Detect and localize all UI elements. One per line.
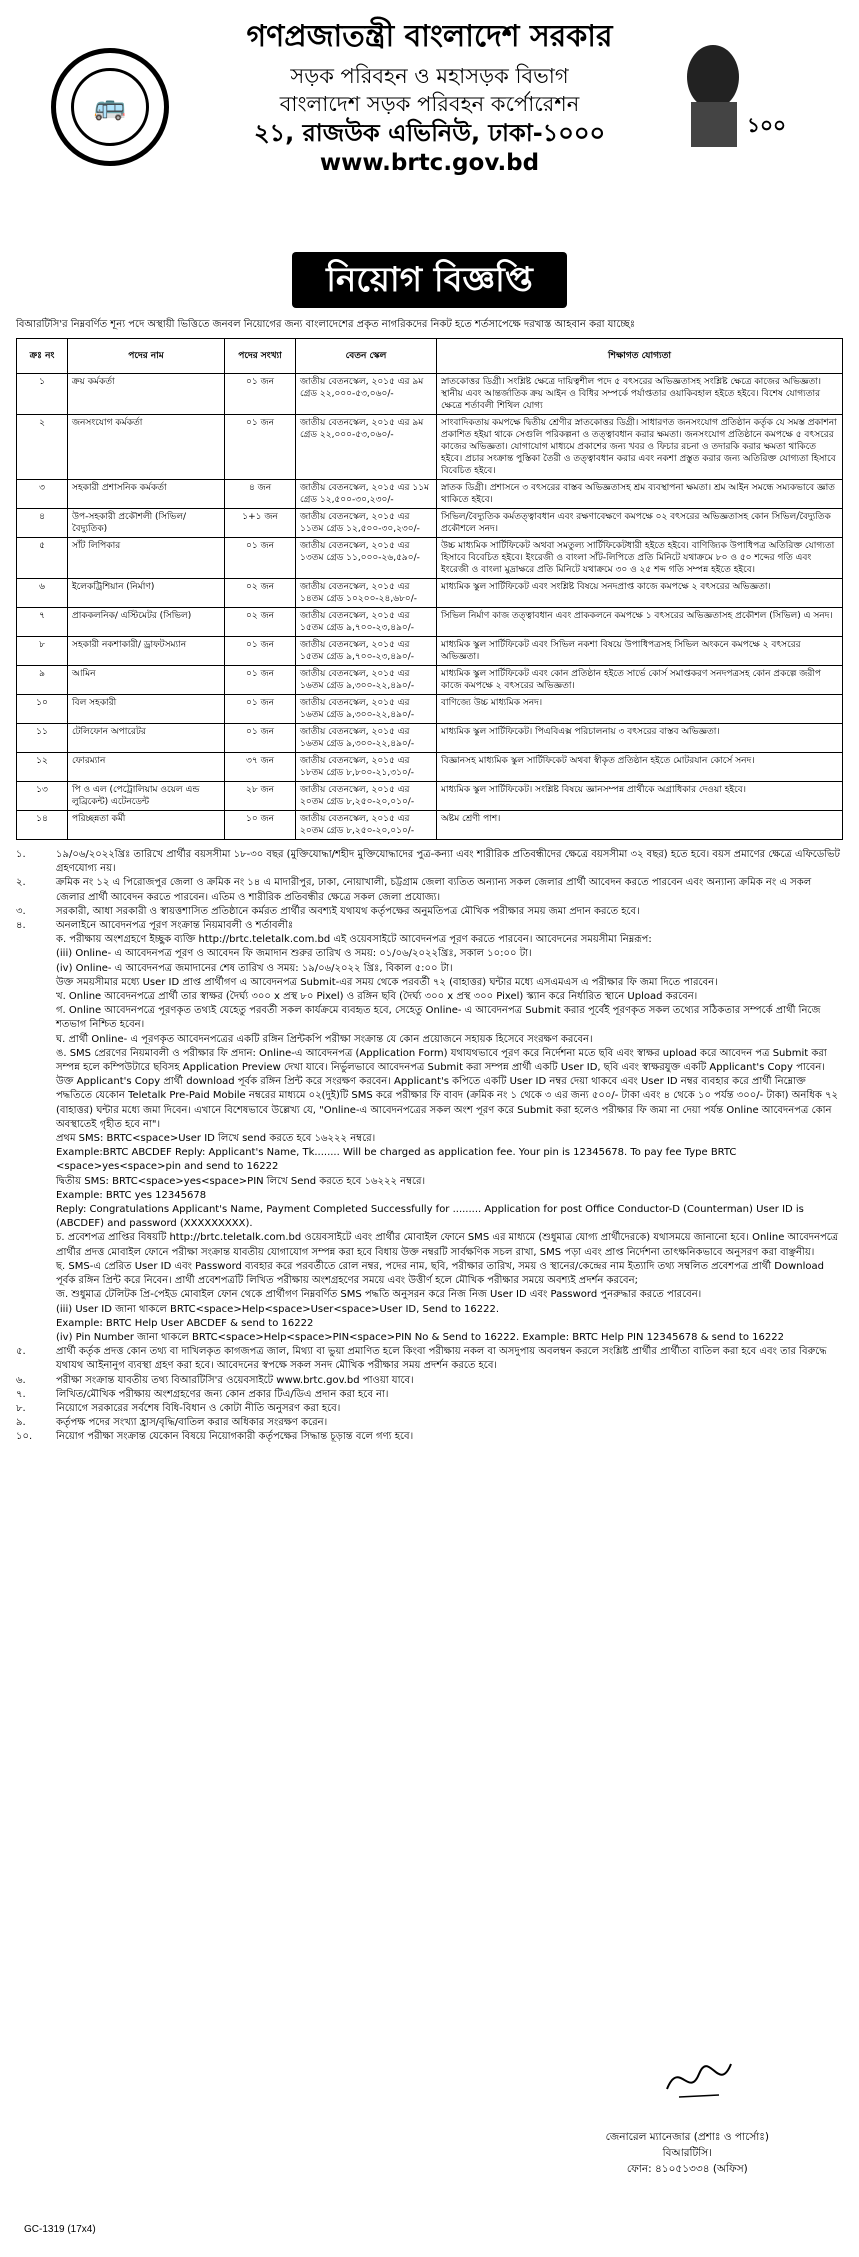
note-number: ৯. — [16, 1417, 26, 1429]
online-instruction: ক. পরীক্ষায় অংশগ্রহণে ইচ্ছুক ব্যক্তি http://brtc.teletalk.com.bd এই ওয়েবসাইটে আবেদনপত্র পূরণ করতে পারবেন। আবেদনের সময়সীমা নিম্নরূপ: — [56, 934, 652, 946]
note-item — [16, 1345, 843, 1373]
online-instruction: (iii) User ID জানা থাকলে BRTC<space>Help<space>User<space>User ID, Send to 16222. — [56, 1303, 500, 1315]
online-instruction: চ. প্রবেশপত্র প্রাপ্তির বিষয়টি http://brtc.teletalk.com.bd ওয়েবসাইটে এবং প্রার্থীর মোবাইল ফোনে SMS এর মাধ্যমে (শুধুমাত্র যোগ্য প্রার্থীদেরকে) যথাসময়ে জানানো হবে। Online আবেদনপত্রে প্রার্থীর প্রদত্ত মোবাইল ফোনে পরীক্ষা সংক্রান্ত যাবতীয় যোগাযোগ সম্পন্ন করা হবে বিধায় উক্ত নম্বরটি সার্বক্ষণিক সচল রাখা, SMS পড়া এবং প্রাপ্ত নির্দেশনা তাৎক্ষনিকভাবে অনুসরণ করা বাঞ্ছনীয়। — [56, 1232, 839, 1258]
table-row — [17, 782, 843, 811]
government-title: গণপ্রজাতন্ত্রী বাংলাদেশ সরকার — [246, 19, 613, 54]
table-cell: জাতীয় বেতনস্কেল, ২০১৫ এর ৯ম গ্রেড ২২,০০০-৫৩,০৬০/- — [296, 374, 437, 415]
table-cell: জনসংযোগ কর্মকর্তা — [68, 415, 225, 480]
table-cell: ৮ — [17, 637, 68, 666]
note-number: ৬. — [16, 1374, 26, 1386]
table-header: ক্রঃ নং — [17, 339, 68, 374]
address: ২১, রাজউক এভিনিউ, ঢাকা-১০০০ — [253, 119, 606, 147]
note-text: পরীক্ষা সংক্রান্ত যাবতীয় তথ্য বিআরটিসি'র ওয়েবসাইটে www.brtc.gov.bd পাওয়া যাবে। — [56, 1374, 414, 1386]
table-cell: ৯ — [17, 666, 68, 695]
table-header: বেতন স্কেল — [296, 339, 437, 374]
table-cell: জাতীয় বেতনস্কেল, ২০১৫ এর ১৬তম গ্রেড ৯,৩০০-২২,৪৯০/- — [296, 695, 437, 724]
table-cell: ৭ — [17, 608, 68, 637]
online-instruction: দ্বিতীয় SMS: BRTC<space>yes<space>PIN লিখে Send করতে হবে ১৬২২২ নম্বরে। — [56, 1175, 426, 1187]
table-header: পদের সংখ্যা — [225, 339, 296, 374]
table-cell: ১৩ — [17, 782, 68, 811]
bus-emblem-icon: 🚌 — [93, 92, 127, 122]
table-cell: বাণিজ্যে উচ্চ মাধ্যমিক সনদ। — [437, 695, 843, 724]
note-number: ৮. — [16, 1402, 26, 1414]
table-cell: ১ — [17, 374, 68, 415]
table-row — [17, 753, 843, 782]
brtc-logo — [51, 48, 169, 166]
table-row — [17, 415, 843, 480]
table-header: শিক্ষাগত যোগ্যতা — [437, 339, 843, 374]
note-item — [16, 1388, 843, 1402]
note-number: ২. — [16, 877, 26, 889]
note-item — [16, 1416, 843, 1430]
table-cell: মাধ্যমিক স্কুল সার্টিফিকেট এবং কোন প্রতিষ্ঠান হইতে সার্ভে কোর্স সমাপ্তকরণ সনদপত্রসহ কোন প্রকল্পে জরীপ কাজে কমপক্ষে ২ বৎসরের অভিজ্ঞতা। — [437, 666, 843, 695]
table-cell: সাঁট লিপিকার — [68, 538, 225, 579]
table-cell: ১০ — [17, 695, 68, 724]
table-cell: জাতীয় বেতনস্কেল, ২০১৫ এর ১৪তম গ্রেড ১০২০০-২৪,৬৮০/- — [296, 579, 437, 608]
table-row — [17, 579, 843, 608]
table-cell: টেলিফোন অপারেটর — [68, 724, 225, 753]
table-cell: ফোরম্যান — [68, 753, 225, 782]
online-instruction: (iii) Online- এ আবেদনপত্র পূরণ ও আবেদন ফি জমাদান শুরুর তারিখ ও সময়: ০১/০৬/২০২২খ্রিঃ, সকাল ১০:০০ টা। — [56, 948, 532, 960]
table-cell: সাংবাদিকতায় কমপক্ষে দ্বিতীয় শ্রেণীর স্নাতকোত্তর ডিগ্রী। সাধারণত জনসংযোগ প্রতিষ্ঠান কর্তৃক যে সমস্ত প্রকাশনা প্রকাশিত হইয়া থাকে সেগুলি পরিকল্পনা ও তত্ত্বাবধান করার ক্ষমতা। জনসংযোগ প্রতিষ্ঠানে কমপক্ষে ৫ বৎসরের কাজের অভিজ্ঞতা। যোগাযোগ মাধ্যমে প্রকাশের জন্য খবর ও ফিচার রচনা ও তদারকি করার ক্ষমতা থাকিতে হইবে। প্রচার সংক্রান্ত পুস্তিকা তৈরী ও তত্ত্বাবধান করার এবং নকশা প্রস্তুত করার জন্য অতিরিক্ত যোগ্যতা হিসাবে বিবেচিত হইবে। — [437, 415, 843, 480]
note-text: সরকারী, আধা সরকারী ও স্বায়ত্তশাসিত প্রতিষ্ঠানে কর্মরত প্রার্থীর অবশ্যই যথাযথ কর্তৃপক্ষের অনুমতিপত্র মৌখিক পরীক্ষার সময় জমা প্রদান করতে হবে। — [56, 905, 640, 917]
division-title: সড়ক পরিবহন ও মহাসড়ক বিভাগ — [290, 64, 569, 88]
online-instruction: গ. Online আবেদনপত্রে পূরণকৃত তথ্যই যেহেতু পরবর্তী সকল কার্যক্রমে ব্যবহৃত হবে, সেহেতু Online- এ আবেদনপত্র Submit করার পূর্বেই পূরণকৃত সকল তথ্যের সঠিকতার সম্পর্কে প্রার্থী নিজে শতভাগ নিশ্চিত হবেন। — [56, 1005, 821, 1031]
table-cell: বিল সহকারী — [68, 695, 225, 724]
table-row — [17, 724, 843, 753]
online-instruction: (iv) Online- এ আবেদনপত্র জমাদানের শেষ তারিখ ও সময়: ১৯/০৬/২০২২ খ্রিঃ, বিকাল ৫:০০ টা। — [56, 962, 453, 974]
table-cell: জাতীয় বেতনস্কেল, ২০১৫ এর ১৮তম গ্রেড ৮,৮০০-২১,৩১০/- — [296, 753, 437, 782]
table-cell: ১১ — [17, 724, 68, 753]
table-cell: জাতীয় বেতনস্কেল, ২০১৫ এর ১৩তম গ্রেড ১১,০০০-২৬,৫৯০/- — [296, 538, 437, 579]
table-cell: ৬ — [17, 579, 68, 608]
table-cell: ২৮ জন — [225, 782, 296, 811]
table-cell: ০১ জন — [225, 666, 296, 695]
table-row — [17, 637, 843, 666]
note-text: অনলাইনে আবেদনপত্র পূরণ সংক্রান্ত নিয়মাবলী ও শর্তাবলীঃ — [56, 920, 294, 932]
table-cell: সিভিল নির্মাণ কাজ তত্ত্বাবধান এবং প্রাককলনে কমপক্ষে ১ বৎসরের অভিজ্ঞতাসহ প্রকৌশল (সিভিল) এ সনদ। — [437, 608, 843, 637]
table-cell: ০১ জন — [225, 415, 296, 480]
online-instruction: ঘ. প্রার্থী Online- এ পূরণকৃত আবেদনপত্রের একটি রঙ্গিন প্রিন্টকপি পরীক্ষা সংক্রান্ত যে কোন প্রয়োজনে সহায়ক হিসেবে সংরক্ষণ করবেন। — [56, 1033, 593, 1045]
online-instruction: প্রথম SMS: BRTC<space>User ID লিখে send করতে হবে ১৬২২২ নম্বরে। — [56, 1133, 376, 1145]
note-item — [16, 1374, 843, 1388]
table-row — [17, 509, 843, 538]
intro-text: বিআরটিসি'র নিম্নবর্ণিত শূন্য পদে অস্থায়ী ভিত্তিতে জনবল নিয়োগের জন্য বাংলাদেশের প্রকৃত নাগরিকদের নিকট হতে শর্তসাপেক্ষে দরখাস্ত আহবান করা যাচ্ছেঃ — [16, 319, 636, 330]
table-row — [17, 480, 843, 509]
note-number: ৭. — [16, 1388, 26, 1400]
table-cell: সহকারী নকশাকারী/ ড্রাফটসম্যান — [68, 637, 225, 666]
note-text: লিখিত/মৌখিক পরীক্ষায় অংশগ্রহণের জন্য কোন প্রকার টিএ/ডিএ প্রদান করা হবে না। — [56, 1388, 389, 1400]
mujib-centenary-logo — [675, 32, 815, 152]
table-cell: ২ — [17, 415, 68, 480]
table-cell: মাধ্যমিক স্কুল সার্টিফিকেট। সংশ্লিষ্ট বিষয়ে জ্ঞানসম্পন্ন প্রার্থীকে অগ্রাধিকার দেওয়া হইবে। — [437, 782, 843, 811]
online-instruction: ঙ. SMS প্রেরণের নিয়মাবলী ও পরীক্ষার ফি প্রদান: Online-এ আবেদনপত্র (Application Form) যথাযথভাবে পূরণ করে নির্দেশনা মতে ছবি এবং স্বাক্ষর upload করে আবেদন পত্র Submit করা সম্পন্ন হলে কম্পিউটারে ছবিসহ Application Preview দেখা যাবে। নির্ভুলভাবে আবেদনপত্র Submit করা সম্পন্ন প্রার্থী একটি User ID, ছবি এবং স্বাক্ষরযুক্ত একটি Applicant's Copy পাবেন। উক্ত Applicant's Copy প্রার্থী download পূর্বক রঙ্গিন প্রিন্ট করে সংরক্ষণ করবেন। Applicant's কপিতে একটি User ID নম্বর দেয়া থাকবে এবং User ID নম্বর ব্যবহার করে প্রার্থী নিম্নোক্ত পদ্ধতিতে যেকোন Teletalk Pre-Paid Mobile নম্বরের মাধ্যমে ০২(দুই)টি SMS করে পরীক্ষার ফি বাবদ (ক্রমিক নং ১ থেকে ৩ এর জন্য ৫০০/- টাকা এবং ৪ থেকে ১০ পর্যন্ত ৩০০/- টাকা) অনধিক ৭২ (বাহাত্তর) ঘন্টার মধ্যে জমা দিবেন। এখানে বিশেষভাবে উল্লেখ্য যে, "Online-এ আবেদনপত্রের সকল অংশ পূরণ করে Submit করা হলেও পরীক্ষার ফি জমা না দেয়া পর্যন্ত Online আবেদনপত্র কোন অবস্থাতেই গৃহীত হবে না"। — [56, 1047, 839, 1130]
table-cell: জাতীয় বেতনস্কেল, ২০১৫ এর ২০তম গ্রেড ৮,২৫০-২০,০১০/- — [296, 811, 437, 840]
table-cell: জাতীয় বেতনস্কেল, ২০১৫ এর ১৫তম গ্রেড ৯,৭০০-২৩,৪৯০/- — [296, 637, 437, 666]
corporation-title: বাংলাদেশ সড়ক পরিবহন কর্পোরেশন — [279, 92, 580, 116]
note-item — [16, 848, 843, 876]
page-title: নিয়োগ বিজ্ঞপ্তি — [292, 252, 567, 308]
table-cell: জাতীয় বেতনস্কেল, ২০১৫ এর ১১ম গ্রেড ১২,৫০০-৩০,২৩০/- — [296, 480, 437, 509]
table-cell: ০১ জন — [225, 724, 296, 753]
table-cell: ৪ — [17, 509, 68, 538]
note-number: ৫. — [16, 1346, 26, 1358]
table-cell: পি ও এল (পেট্রোলিয়াম ওয়েল এন্ড লুব্রিকেন্ট) এটেনডেন্ট — [68, 782, 225, 811]
online-instruction: ছ. SMS-এ প্রেরিত User ID এবং Password ব্যবহার করে পরবর্তীতে রোল নম্বর, পদের নাম, ছবি, পরীক্ষার তারিখ, সময় ও স্থানের/কেন্দ্রের নাম ইত্যাদি তথ্য সম্বলিত প্রবেশপত্র প্রার্থী Download পূর্বক রঙ্গিন প্রিন্ট করে নিবেন। প্রার্থী প্রবেশপত্রটি লিখিত পরীক্ষায় অংশগ্রহণের সময়ে এবং উত্তীর্ণ হলে মৌখিক পরীক্ষার সময়ে অবশ্যই প্রদর্শন করবেন; — [56, 1260, 824, 1287]
table-cell: ১+১ জন — [225, 509, 296, 538]
svg-text:১০০: ১০০ — [747, 113, 786, 137]
online-instruction: জ. শুধুমাত্র টেলিটক প্রি-পেইড মোবাইল ফোন থেকে প্রার্থীগণ নিম্নবর্ণিত SMS পদ্ধতি অনুসরন করে নিজ নিজ User ID এবং Password পুনরুদ্ধার করতে পারবেন। — [56, 1289, 702, 1301]
table-cell: ০২ জন — [225, 608, 296, 637]
table-cell: ইলেকট্রিশিয়ান (নির্মাণ) — [68, 579, 225, 608]
table-cell: জাতীয় বেতনস্কেল, ২০১৫ এর ১৬তম গ্রেড ৯,৩০০-২২,৪৯০/- — [296, 666, 437, 695]
note-item — [16, 919, 843, 933]
signatory-block — [606, 2129, 769, 2177]
online-instruction: Example: BRTC Help User ABCDEF & send to 16222 — [56, 1317, 314, 1329]
note-text: ক্রমিক নং ১২ এ পিরোজপুর জেলা ও ক্রমিক নং ১৪ এ মাদারীপুর, ঢাকা, নোয়াখালী, চট্টগ্রাম জেলা ব্যতিত অন্যান্য সকল জেলার প্রার্থী আবেদন করতে পারবেন এবং অন্যান্য ক্রমিক নং এ সকল জেলার প্রার্থী আবেদন করতে পারবেন। এতিম ও শারীরিক প্রতিবন্ধীর ক্ষেত্রে সকল জেলা প্রযোজ্য। — [56, 877, 812, 903]
table-row — [17, 538, 843, 579]
vacancy-table — [16, 338, 843, 840]
table-cell: মাধ্যমিক স্কুল সার্টিফিকেট এবং সিভিল নকশা বিষয়ে উপাধিপত্রসহ সিভিল অংকনে কমপক্ষে ২ বৎসরের অভিজ্ঞতা। — [437, 637, 843, 666]
online-instruction: Reply: Congratulations Applicant's Name, Payment Completed Successfully for ......... Application for post Office Conductor-D (Counterman) User ID is (ABCDEF) and password (XXXXXXXXX). — [56, 1204, 804, 1230]
table-cell: ৪ জন — [225, 480, 296, 509]
table-cell: অষ্টম শ্রেণী পাশ। — [437, 811, 843, 840]
table-cell: ১০ জন — [225, 811, 296, 840]
table-cell: সহকারী প্রশাসনিক কর্মকর্তা — [68, 480, 225, 509]
note-number: ৩. — [16, 905, 26, 917]
online-instruction: উক্ত সময়সীমার মধ্যে User ID প্রাপ্ত প্রার্থীগণ এ আবেদনপত্র Submit-এর সময় থেকে পরবর্তী ৭২ (বাহাত্তর) ঘন্টার মধ্যে এসএমএস এ পরীক্ষার ফি জমা দিতে পারবেন। — [56, 976, 718, 988]
table-cell: প্রাককলনিক/ এস্টিমেটর (সিভিল) — [68, 608, 225, 637]
table-cell: স্নাতক ডিগ্রী। প্রশাসনে ৩ বৎসরের বাস্তব অভিজ্ঞতাসহ শ্রম ব্যবস্থাপনা ক্ষমতা। শ্রম আইন সমন্ধে সম্যকভাবে জ্ঞাত থাকিতে হইবে। — [437, 480, 843, 509]
table-cell: ০১ জন — [225, 637, 296, 666]
online-instruction: Example: BRTC yes 12345678 — [56, 1189, 207, 1201]
table-cell: আমিন — [68, 666, 225, 695]
table-cell: উচ্চ মাধ্যমিক সার্টিফিকেট অথবা সমতুল্য সার্টিফিকেটধারী হইতে হইবে। বাণিজ্যিক উপাধিপত্র অতিরিক্ত যোগ্যতা হিসাবে বিবেচিত হইবে। ইংরেজী ও বাংলা সাঁট-লিপিতে প্রতি মিনিটে যথাক্রমে ৮০ ও ৫০ শব্দের গতি এবং ইংরেজী ও বাংলা মুদ্রাক্ষরে প্রতি মিনিটে যথাক্রমে ৩০ ও ২৫ শব্দ গতি সম্পন্ন হইতে হইবে। — [437, 538, 843, 579]
table-cell: ০১ জন — [225, 374, 296, 415]
table-cell: জাতীয় বেতনস্কেল, ২০১৫ এর ৯ম গ্রেড ২২,০০০-৫৩,০৬০/- — [296, 415, 437, 480]
table-cell: মাধ্যমিক স্কুল সার্টিফিকেট এবং সংশ্লিষ্ট বিষয়ে সনদপ্রাপ্ত কাজে কমপক্ষে ২ বৎসরের অভিজ্ঞতা। — [437, 579, 843, 608]
table-cell: ৫ — [17, 538, 68, 579]
table-cell: জাতীয় বেতনস্কেল, ২০১৫ এর ২০তম গ্রেড ৮,২৫০-২০,০১০/- — [296, 782, 437, 811]
signatory-name: জেনারেল ম্যানেজার (প্রশাঃ ও পার্সোঃ) — [605, 2131, 769, 2143]
note-text: নিয়োগ পরীক্ষা সংক্রান্ত যেকোন বিষয়ে নিয়োগকারী কর্তৃপক্ষের সিদ্ধান্ত চূড়ান্ত বলে গণ্য হবে। — [56, 1431, 414, 1443]
signatory-phone: ফোন: ৪১০৫১৩৩৪ (অফিস) — [626, 2163, 748, 2175]
table-cell: ৩৭ জন — [225, 753, 296, 782]
table-cell: ১৪ — [17, 811, 68, 840]
table-cell: স্নাতকোত্তর ডিগ্রী। সংশ্লিষ্ট ক্ষেত্রে দায়িত্বশীল পদে ৫ বৎসরের অভিজ্ঞতাসহ সংশ্লিষ্ট ক্ষেত্রে কাজের অভিজ্ঞতা। স্থানীয় এবং আন্তর্জাতিক ক্রয় আইন ও বিধির সম্পর্কে পর্যাপ্ততার ওয়াকিবহাল হইতে হইবে। বিশেষ যোগ্যতার ক্ষেত্রে শর্তাবলী শিথিল যোগ্য — [437, 374, 843, 415]
note-text: প্রার্থী কর্তৃক প্রদত্ত কোন তথ্য বা দাখিলকৃত কাগজপত্র জাল, মিথ্যা বা ভুয়া প্রমাণিত হলে কিংবা পরীক্ষায় নকল বা অসদুপায় অবলম্বন করলে সংশ্লিষ্ট প্রার্থীর প্রার্থীতা বাতিল করা হবে এবং তার বিরুদ্ধে যথাযথ আইনানুগ ব্যবস্থা গ্রহণ করা হবে। আবেদনের স্বপক্ষে সকল সনদ মৌখিক পরীক্ষার সময় প্রদর্শন করতে হবে। — [56, 1346, 827, 1372]
table-cell: ক্রয় কর্মকর্তা — [68, 374, 225, 415]
note-item — [16, 1402, 843, 1416]
table-row — [17, 811, 843, 840]
note-text: নিয়োগে সরকারের সর্বশেষ বিধি-বিধান ও কোটা নীতি অনুসরণ করা হবে। — [56, 1402, 341, 1414]
note-number: ১০. — [16, 1431, 33, 1443]
note-item — [16, 876, 843, 904]
table-cell: ৩ — [17, 480, 68, 509]
note-number: ১. — [16, 849, 26, 860]
table-header: পদের নাম — [68, 339, 225, 374]
table-cell: ০২ জন — [225, 579, 296, 608]
table-cell: জাতীয় বেতনস্কেল, ২০১৫ এর ১৫তম গ্রেড ৯,৭০০-২৩,৪৯০/- — [296, 608, 437, 637]
notes-section — [16, 848, 843, 1445]
online-instruction: খ. Online আবেদনপত্রে প্রার্থী তার স্বাক্ষর (দৈর্ঘ্য ৩০০ x প্রস্থ ৮০ Pixel) ও রঙ্গিন ছবি (দৈর্ঘ্য ৩০০ x প্রস্থ ৩০০ Pixel) স্ক্যান করে নির্ধারিত স্থানে Upload করবেন। — [56, 991, 698, 1003]
table-row — [17, 608, 843, 637]
note-text: ১৯/০৬/২০২২খ্রিঃ তারিখে প্রার্থীর বয়সসীমা ১৮-৩০ বছর (মুক্তিযোদ্ধা/শহীদ মুক্তিযোদ্ধাদের পুত্র-কন্যা এবং শারীরিক প্রতিবন্ধীদের ক্ষেত্রে বয়সসীমা ৩২ বছর) হতে হবে। বয়স প্রমাণের ক্ষেত্রে এফিডেভিট গ্রহণযোগ্য নয়। — [56, 849, 840, 875]
signature — [659, 2049, 739, 2109]
table-row — [17, 374, 843, 415]
signatory-org: বিআরটিসি। — [662, 2147, 712, 2159]
note-item — [16, 905, 843, 919]
table-row — [17, 666, 843, 695]
note-text: কর্তৃপক্ষ পদের সংখ্যা হ্রাস/বৃদ্ধি/বাতিল করার অধিকার সংরক্ষণ করেন। — [56, 1417, 328, 1429]
table-cell: ০১ জন — [225, 538, 296, 579]
table-cell: মাধ্যমিক স্কুল সার্টিফিকেট। পিএবিএক্স পরিচালনায় ৩ বৎসরের বাস্তব অভিজ্ঞতা। — [437, 724, 843, 753]
footer-code: GC-1319 (17x4) — [24, 2224, 96, 2235]
table-cell: সিভিল/বৈদ্যুতিক কর্মতত্ত্বাবধান এবং রক্ষণাবেক্ষণে কমপক্ষে ০২ বৎসরের অভিজ্ঞতাসহ কোন সিভিল/বৈদ্যুতিক প্রকৌশলে সনদ। — [437, 509, 843, 538]
table-cell: জাতীয় বেতনস্কেল, ২০১৫ এর ১৬তম গ্রেড ৯,৩০০-২২,৪৯০/- — [296, 724, 437, 753]
table-cell: বিজ্ঞানসহ মাধ্যমিক স্কুল সার্টিফিকেট অথবা স্বীকৃত প্রতিষ্ঠান হইতে মোটরযান কোর্সে সনদ। — [437, 753, 843, 782]
table-cell: উপ-সহকারী প্রকৌশলী (সিভিল/ বৈদ্যুতিক) — [68, 509, 225, 538]
header — [16, 18, 843, 244]
table-cell: জাতীয় বেতনস্কেল, ২০১৫ এর ১১তম গ্রেড ১২,৫০০-৩০,২৩০/- — [296, 509, 437, 538]
online-instruction: Example:BRTC ABCDEF Reply: Applicant's Name, Tk........ Will be charged as application fee. Your pin is 12345678. To pay fee Type BRTC <space>yes<space>pin and send to 16222 — [56, 1147, 737, 1173]
table-cell: পরিচ্ছন্নতা কর্মী — [68, 811, 225, 840]
table-cell: ১২ — [17, 753, 68, 782]
website: www.brtc.gov.bd — [319, 150, 540, 176]
note-item — [16, 1430, 843, 1444]
online-instruction: (iv) Pin Number জানা থাকলে BRTC<space>Help<space>PIN<space>PIN No & Send to 16222. Example: BRTC Help PIN 12345678 & send to 16222 — [56, 1331, 784, 1343]
table-cell: ০১ জন — [225, 695, 296, 724]
table-row — [17, 695, 843, 724]
note-number: ৪. — [16, 920, 26, 932]
